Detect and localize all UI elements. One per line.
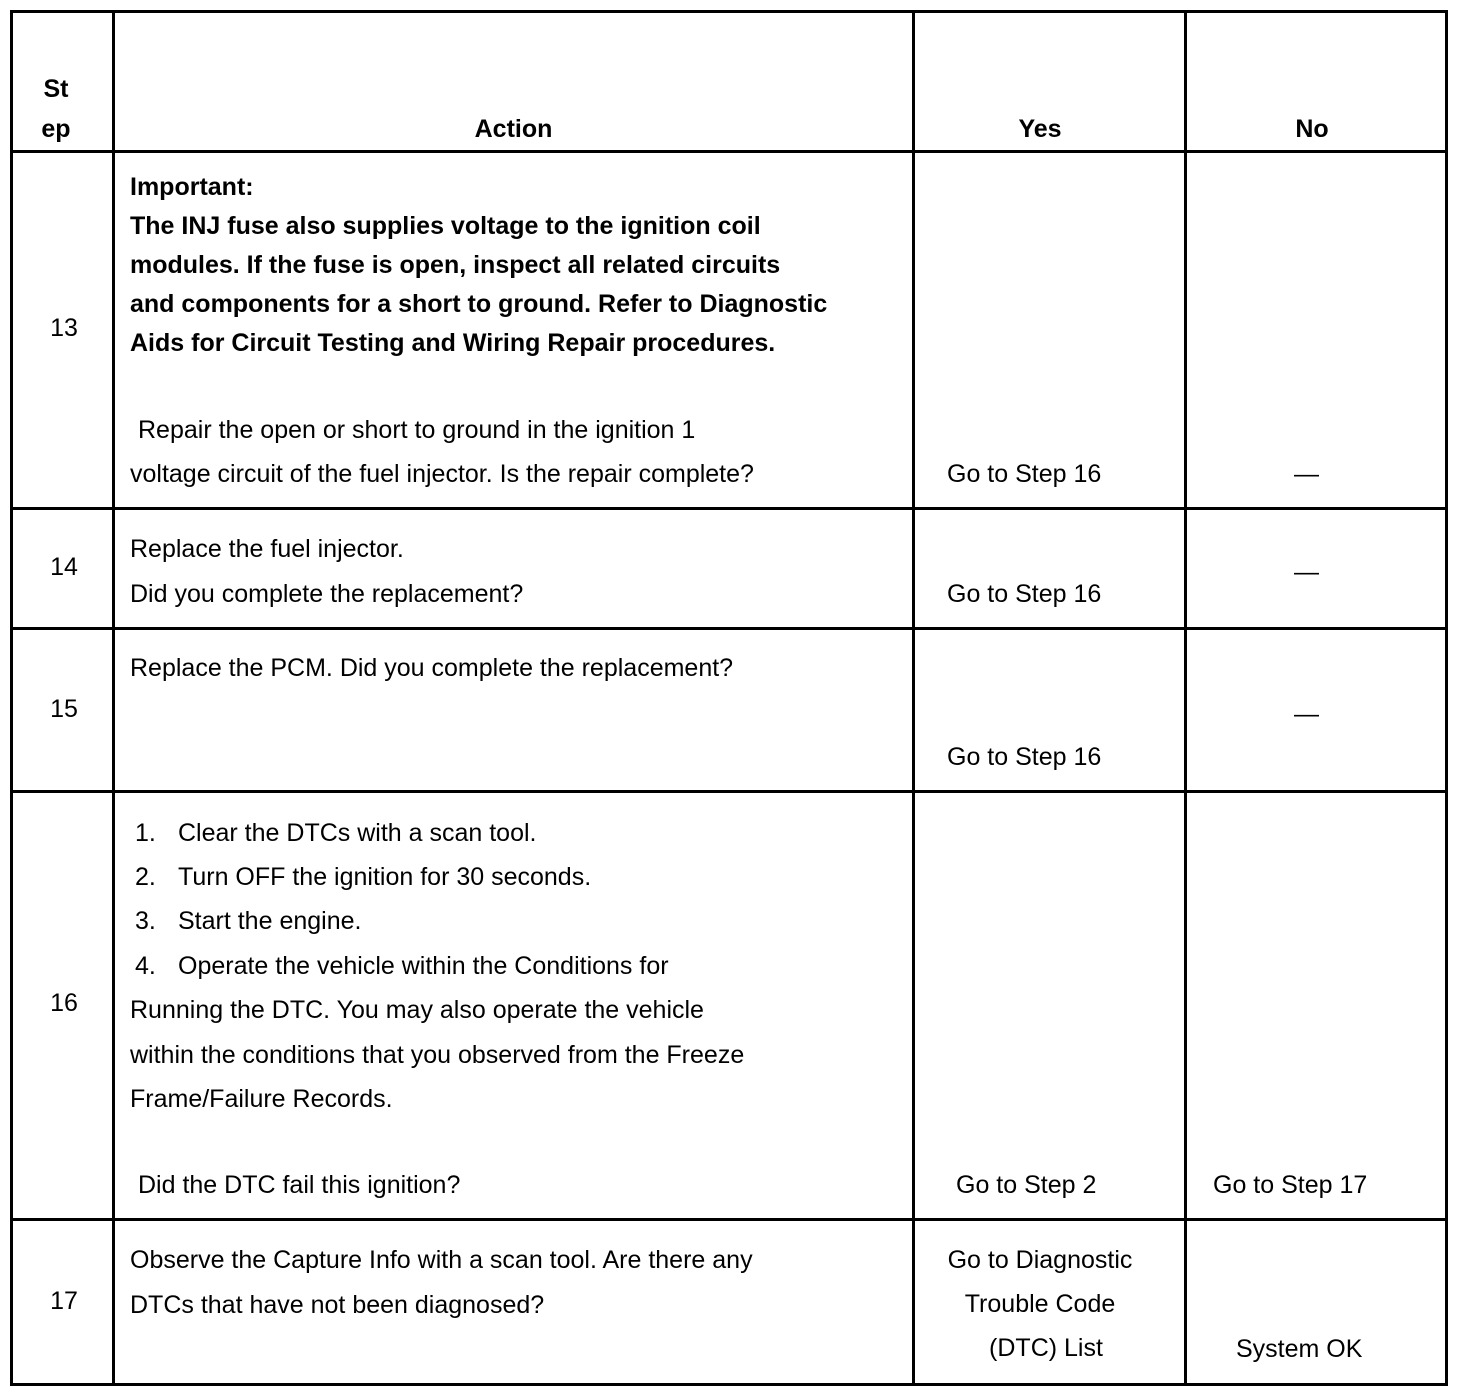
- list-number: 4.: [135, 952, 156, 980]
- action-line: Replace the PCM. Did you complete the replacement?: [130, 654, 734, 682]
- action-line: Frame/Failure Records.: [130, 1085, 393, 1113]
- row-divider-16: [10, 1218, 1448, 1221]
- list-text: Clear the DTCs with a scan tool.: [178, 819, 537, 847]
- list-number: 1.: [135, 819, 156, 847]
- row-divider-header: [10, 150, 1448, 153]
- header-step: [13, 69, 99, 149]
- header-action: Action: [474, 115, 553, 143]
- important-line: modules. If the fuse is open, inspect all related circuits: [130, 251, 781, 279]
- action-line: within the conditions that you observed from the Freeze: [130, 1041, 745, 1069]
- step-15: 15: [50, 695, 78, 723]
- step-16: 16: [50, 989, 78, 1017]
- important-note: [130, 168, 827, 363]
- yes-result-16: Go to Step 2: [956, 1171, 1097, 1199]
- no-result-13: —: [1294, 460, 1319, 488]
- col-divider-action: [912, 10, 915, 1386]
- header-no: No: [1295, 115, 1329, 143]
- header-step-line-1: St: [43, 75, 69, 103]
- step-17: 17: [50, 1287, 78, 1315]
- yes-result-13: Go to Step 16: [947, 460, 1102, 488]
- action-line: Replace the fuel injector.: [130, 535, 404, 563]
- action-line: Running the DTC. You may also operate the vehicle: [130, 996, 704, 1024]
- list-text: Operate the vehicle within the Conditions for: [178, 952, 669, 980]
- action-line: Did you complete the replacement?: [130, 580, 524, 608]
- row-divider-14: [10, 627, 1448, 630]
- list-number: 2.: [135, 863, 156, 891]
- no-result-15: —: [1294, 700, 1319, 728]
- step-14: 14: [50, 553, 78, 581]
- list-text: Start the engine.: [178, 907, 362, 935]
- yes-line: Go to Diagnostic: [947, 1246, 1133, 1274]
- yes-result-15: Go to Step 16: [947, 743, 1102, 771]
- yes-line: Trouble Code: [964, 1290, 1116, 1318]
- important-line: and components for a short to ground. Refer to Diagnostic: [130, 290, 828, 318]
- no-result-16: Go to Step 17: [1213, 1171, 1368, 1199]
- row-divider-13: [10, 507, 1448, 510]
- action-line: voltage circuit of the fuel injector. Is the repair complete?: [130, 460, 754, 488]
- list-number: 3.: [135, 907, 156, 935]
- step-13: 13: [50, 314, 78, 342]
- list-text: Turn OFF the ignition for 30 seconds.: [178, 863, 592, 891]
- row-divider-15: [10, 790, 1448, 793]
- yes-result-14: Go to Step 16: [947, 580, 1102, 608]
- yes-line: (DTC) List: [989, 1334, 1103, 1362]
- important-label: Important:: [130, 173, 254, 201]
- no-result-14: —: [1294, 558, 1319, 586]
- col-divider-yes: [1184, 10, 1187, 1386]
- action-line: DTCs that have not been diagnosed?: [130, 1291, 545, 1319]
- action-line: Observe the Capture Info with a scan tool. Are there any: [130, 1246, 753, 1274]
- action-line: Repair the open or short to ground in the ignition 1: [138, 416, 696, 444]
- important-line: Aids for Circuit Testing and Wiring Repair procedures.: [130, 329, 776, 357]
- action-question: Did the DTC fail this ignition?: [138, 1171, 461, 1199]
- yes-result-17: [915, 1238, 1165, 1370]
- important-line: The INJ fuse also supplies voltage to the ignition coil: [130, 212, 761, 240]
- no-result-17: System OK: [1236, 1335, 1363, 1363]
- header-step-line-2: ep: [41, 115, 71, 143]
- header-yes: Yes: [1018, 115, 1062, 143]
- diagnostic-table: [10, 10, 1448, 1386]
